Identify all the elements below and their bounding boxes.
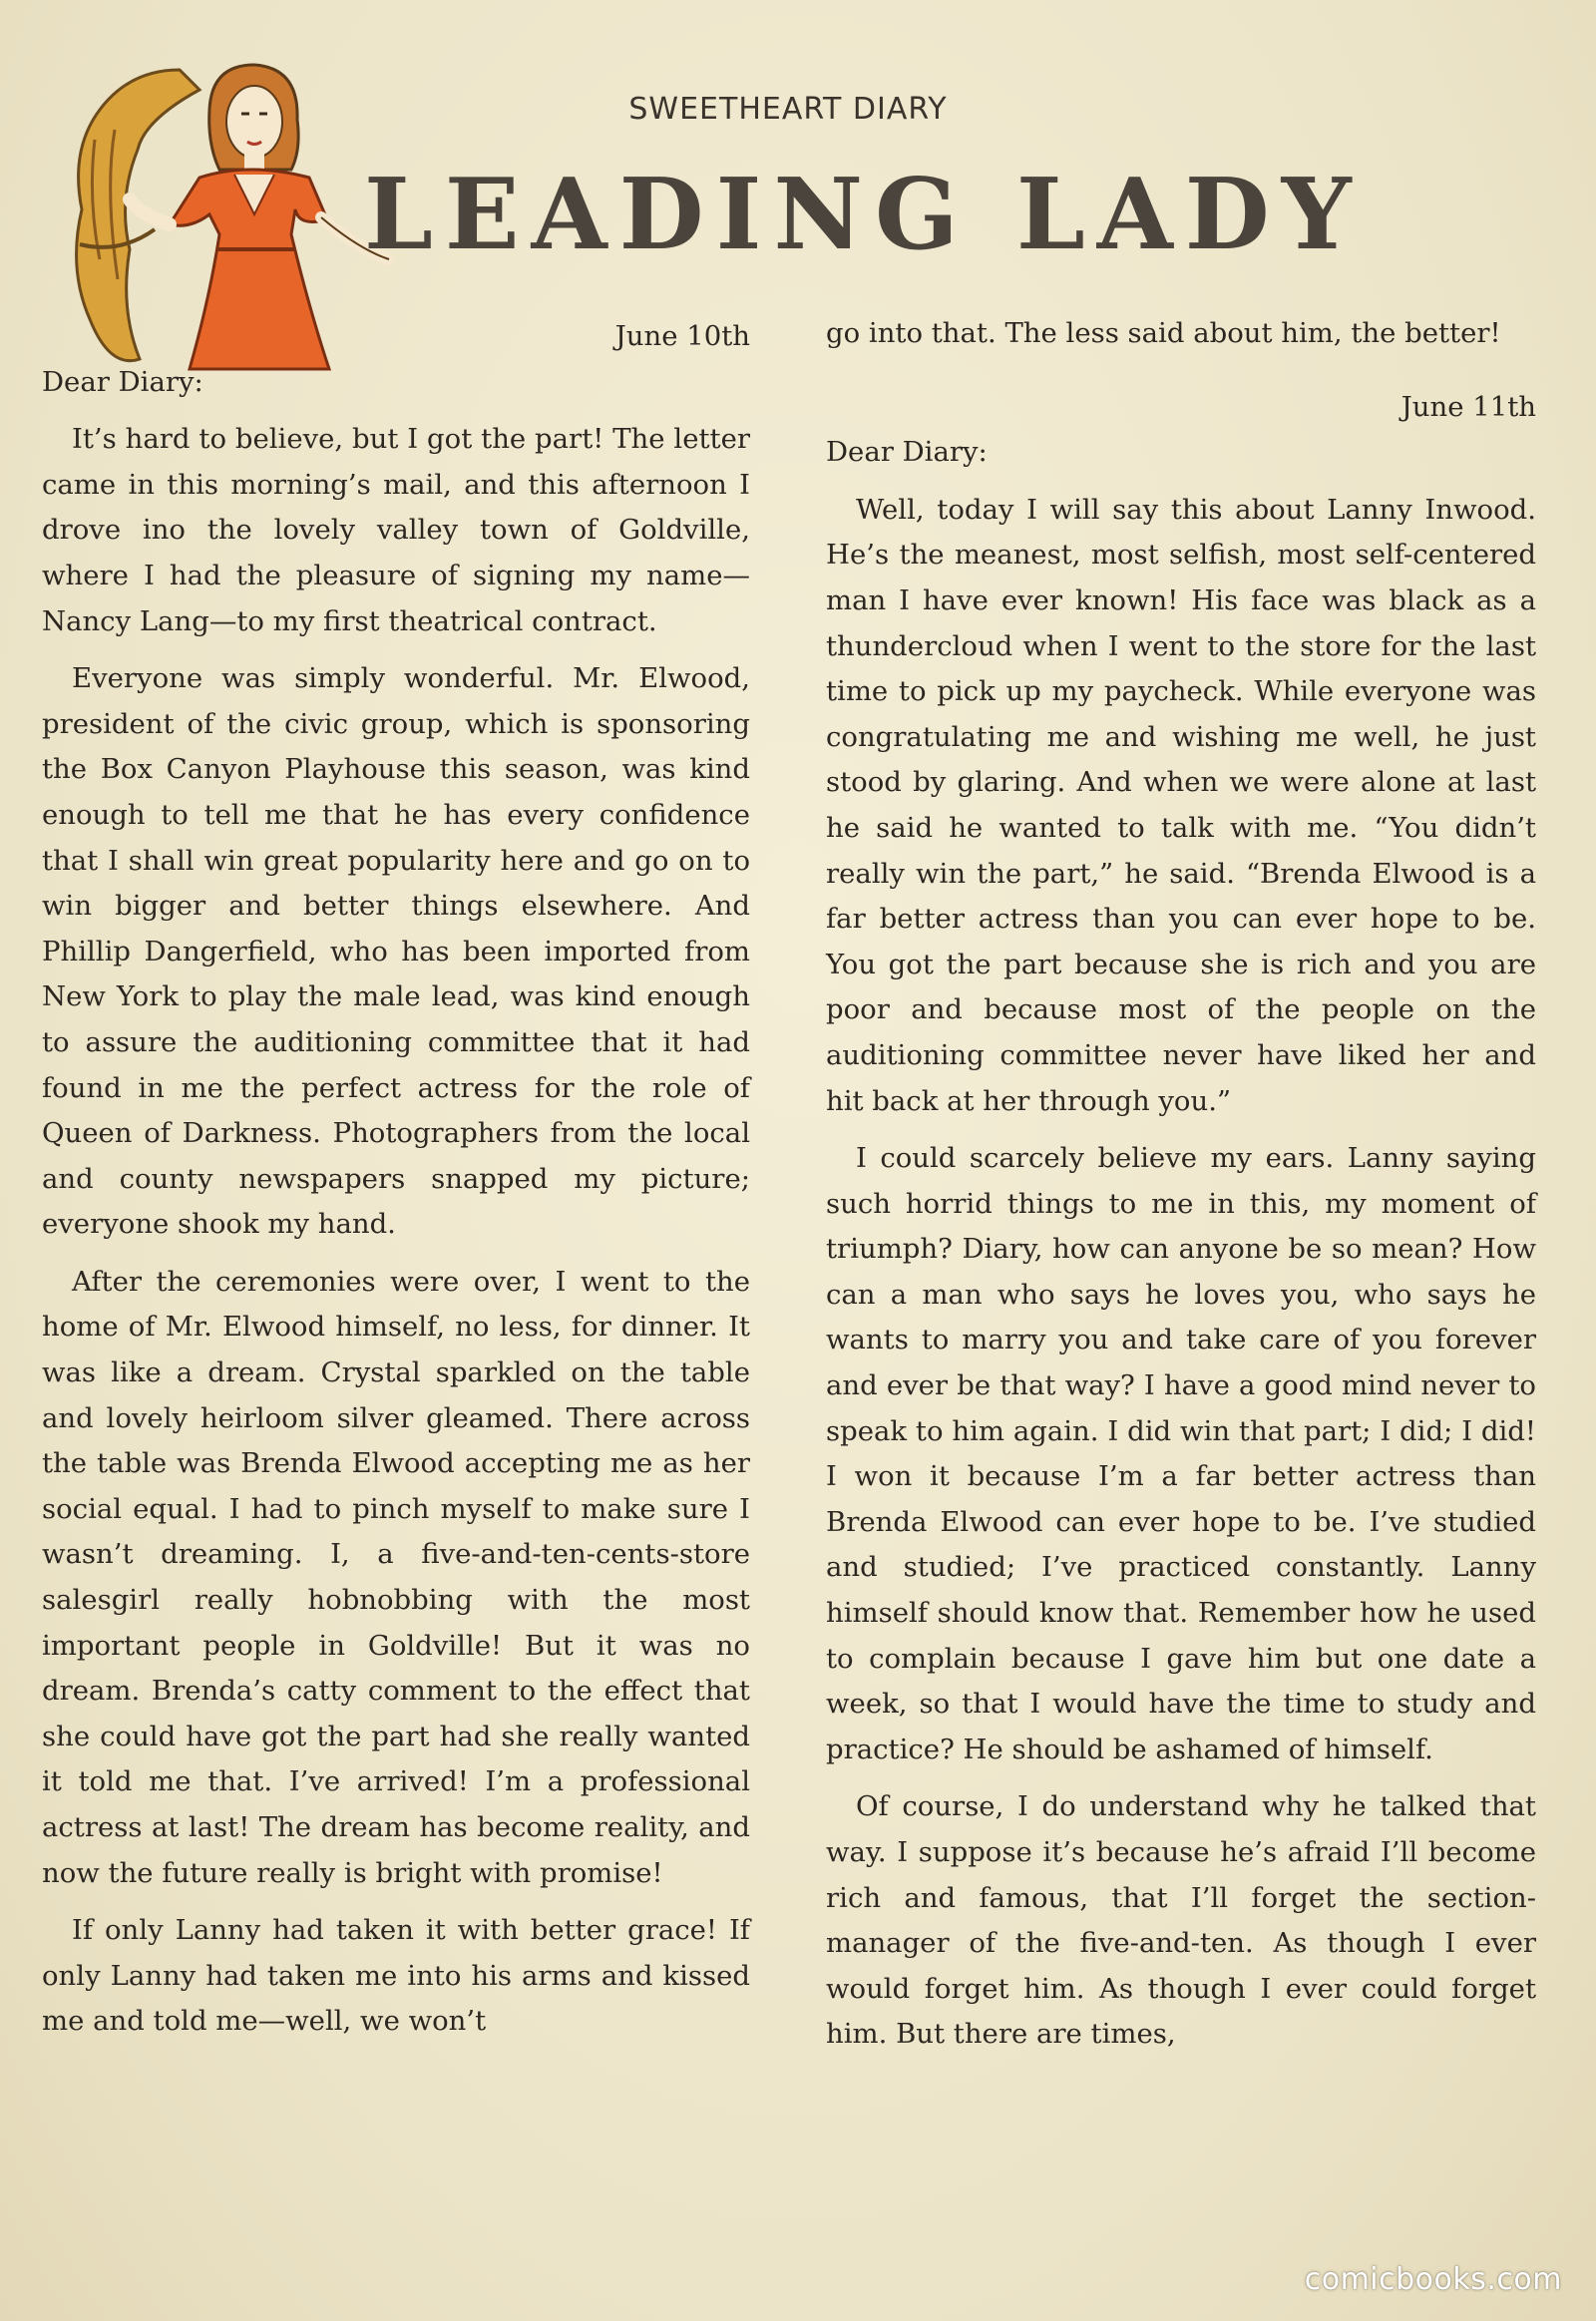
- story-title: LEADING LADY: [364, 158, 1364, 272]
- entry-date: June 10th: [614, 320, 750, 352]
- paragraph: Well, today I will say this about Lanny Inwood. He’s the meanest, most selfish, most self-centered man I have ever known! His face was black as a thundercloud when I went to the store for the last time to pick up my paycheck. While everyone was congratulating me and wishing me well, he just stood by glaring. And when we were alone at last he said he wanted to talk with me. “You didn’t really win the part,” he said. “Brenda Elwood is a far better actress than you can ever hope to be. You got the part because she is rich and you are poor and because most of the people on the auditioning committee never have liked her and hit back at her through you.”: [826, 493, 1536, 1117]
- site-watermark: comicbooks.com: [1304, 2262, 1562, 2297]
- paragraph: It’s hard to believe, but I got the part! The letter came in this morning’s mail, and this afternoon I drove ino the lovely valley town of Goldville, where I had the pleasure of signing my name—Nancy Lang—to my first theatrical contract.: [42, 423, 750, 637]
- paragraph: I could scarcely believe my ears. Lanny saying such horrid things to me in this, my moment of triumph? Diary, how can anyone be so mean? How can a man who says he loves you, who says he wants to marry you and take care of you forever and ever be that way? I have a good mind never to speak to him again. I did win that part; I did; I did! I won it because I’m a far better actress than Brenda Elwood can ever hope to be. I’ve studied and studied; I’ve practiced constantly. Lanny himself should know that. Remember how he used to complain because I gave him but one date a week, so that I would have the time to study and practice? He should be ashamed of himself.: [826, 1142, 1536, 1765]
- right-column: [826, 311, 1536, 2058]
- series-kicker: SWEETHEART DIARY: [628, 92, 948, 127]
- paragraph: If only Lanny had taken it with better grace! If only Lanny had taken me into his arms and kissed me and told me—well, we won’t: [42, 1914, 750, 2038]
- entry-date: June 11th: [1400, 390, 1536, 423]
- paragraph: After the ceremonies were over, I went to the home of Mr. Elwood himself, no less, for dinner. It was like a dream. Crystal sparkled on the table and lovely heirloom silver gleamed. There across the table was Brenda Elwood accepting me as her social equal. I had to pinch myself to make sure I wasn’t dreaming. I, a five-and-ten-cents-store salesgirl really hobnobbing with the most important people in Goldville! But it was no dream. Brenda’s catty comment to the effect that she could have got the part had she really wanted it told me that. I’ve arrived! I’m a professional actress at last! The dream has become reality, and now the future really is bright with promise!: [42, 1265, 750, 1889]
- paragraph: Of course, I do understand why he talked that way. I suppose it’s because he’s afraid I’ll become rich and famous, that I’ll forget the section-manager of the five-and-ten. As though I ever would forget him. As though I ever could forget him. But there are times,: [826, 1790, 1536, 2051]
- salutation: Dear Diary:: [826, 436, 988, 469]
- paragraph: Everyone was simply wonderful. Mr. Elwood, president of the civic group, which is sponsoring the Box Canyon Playhouse this season, was kind enough to tell me that he has every confidence that I shall win great popularity here and go on to win bigger and better things elsewhere. And Phillip Dangerfield, who has been imported from New York to play the male lead, was kind enough to assure the auditioning committee that it had found in me the perfect actress for the role of Queen of Darkness. Photographers from the local and county newspapers snapped my picture; everyone shook my hand.: [42, 662, 750, 1241]
- salutation: Dear Diary:: [42, 365, 203, 398]
- continued-text: go into that. The less said about him, the better!: [826, 317, 1501, 349]
- left-column: [42, 314, 750, 2045]
